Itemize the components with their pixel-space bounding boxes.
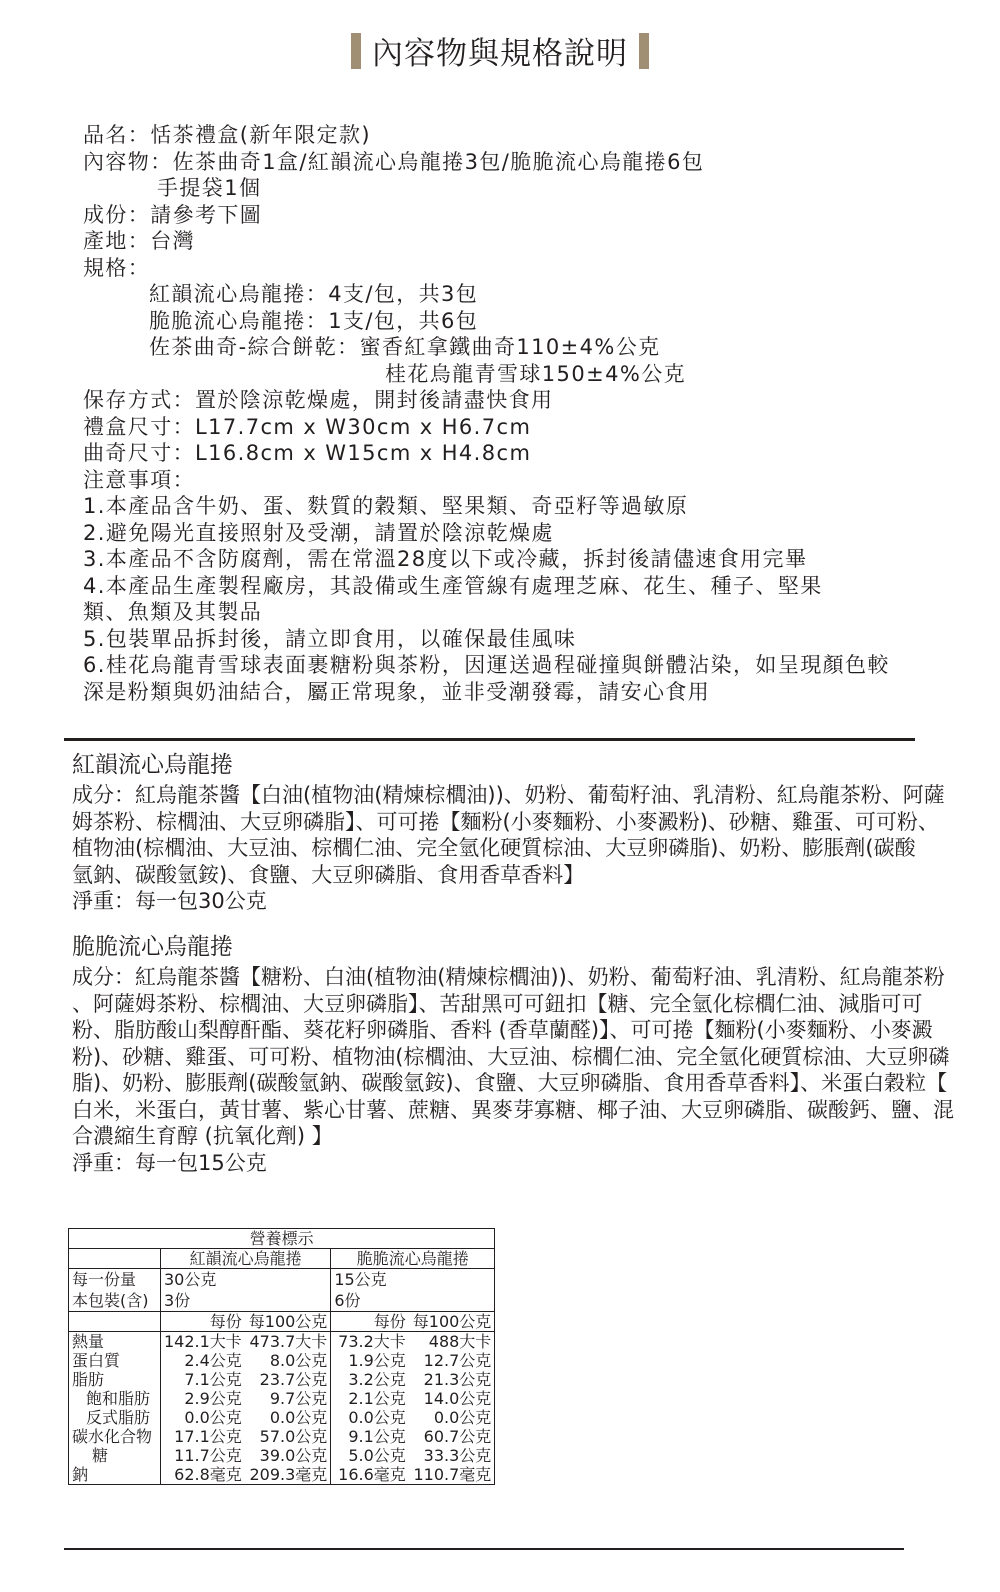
nutrient-value: 12.7公克 [409, 1351, 495, 1370]
nutrient-value: 14.0公克 [409, 1389, 495, 1408]
nutrient-value: 488大卡 [409, 1332, 495, 1352]
product1-line: 姆茶粉、棕櫚油、大豆卵磷脂】、可可捲【麵粉(小麥麵粉、小麥澱粉)、砂糖、雞蛋、可可粉、 [72, 809, 939, 834]
nutrient-value: 39.0公克 [245, 1446, 331, 1465]
per100-header-2: 每100公克 [409, 1312, 495, 1332]
nutrient-label: 飽和脂肪 [86, 1389, 151, 1408]
spec-line: 紅韻流心烏龍捲：4支/包，共3包 [149, 282, 479, 306]
spec-section [83, 122, 943, 705]
product1-line: 氫鈉、碳酸氫銨)、食鹽、大豆卵磷脂、食用香草香料】 [72, 862, 585, 887]
pack-value-1: 3份 [164, 1291, 191, 1310]
nutrient-label-cell [69, 1408, 161, 1427]
nutrient-value: 21.3公克 [409, 1370, 495, 1389]
nutrient-label-cell [69, 1351, 161, 1370]
spec-line: 5.包裝單品拆封後，請立即食用，以確保最佳風味 [83, 626, 577, 651]
spec-line: 3.本產品不含防腐劑，需在常溫28度以下或冷藏，拆封後請儘速食用完畢 [83, 547, 808, 571]
header-right-bar [639, 33, 649, 69]
spec-line: 保存方式：置於陰涼乾燥處，開封後請盡快食用 [83, 388, 554, 412]
nutrient-value: 7.1公克 [161, 1370, 245, 1389]
nutrient-label-cell [69, 1370, 161, 1389]
nutrient-value: 8.0公克 [245, 1351, 331, 1370]
nutrition-row [69, 1465, 495, 1485]
spec-line: 注意事項： [83, 467, 195, 492]
nutrition-row [69, 1408, 495, 1427]
nutrient-value: 0.0公克 [409, 1408, 495, 1427]
nutrition-row [69, 1370, 495, 1389]
nutrient-value: 23.7公克 [245, 1370, 331, 1389]
product1-section [72, 750, 945, 915]
product1-title: 紅韻流心烏龍捲 [72, 752, 233, 778]
spec-line: 成份：請參考下圖 [83, 202, 263, 227]
spec-line: 4.本產品生產製程廠房，其設備或生產管線有處理芝麻、花生、種子、堅果 [83, 573, 823, 598]
nutrient-label-cell [69, 1446, 161, 1465]
nutrient-value: 17.1公克 [161, 1427, 245, 1446]
product2-line: 粉、脂肪酸山梨醇酐酯、葵花籽卵磷脂、香料 (香草蘭醛)】、可可捲【麵粉(小麥麵粉、小麥澱 [72, 1018, 933, 1042]
spec-line: 桂花烏龍青雪球150±4%公克 [385, 361, 686, 386]
spec-line: 2.避免陽光直接照射及受潮，請置於陰涼乾燥處 [83, 520, 554, 545]
product2-line: 成分：紅烏龍茶醬【糖粉、白油(植物油(精煉棕櫚油))、奶粉、葡萄籽油、乳清粉、紅烏龍茶粉 [72, 965, 945, 989]
nutrition-table [68, 1228, 495, 1485]
spec-line: 內容物：佐茶曲奇1盒/紅韻流心烏龍捲3包/脆脆流心烏龍捲6包 [83, 149, 705, 174]
nutrient-label-cell [69, 1389, 161, 1408]
spec-line: 深是粉類與奶油結合，屬正常現象，並非受潮發霉，請安心食用 [83, 679, 711, 704]
pack-label: 本包裝(含) [72, 1291, 149, 1310]
nutrient-value: 2.9公克 [161, 1389, 245, 1408]
nutrient-value: 73.2大卡 [331, 1332, 409, 1352]
nutrient-value: 2.4公克 [161, 1351, 245, 1370]
nutrition-corner [69, 1249, 161, 1269]
nutrient-value: 473.7大卡 [245, 1332, 331, 1352]
per-serving-header-1: 每份 [161, 1312, 245, 1332]
nutrient-label: 脂肪 [72, 1370, 105, 1389]
spec-line: 規格： [83, 255, 151, 280]
spec-line: 脆脆流心烏龍捲：1支/包，共6包 [149, 308, 479, 333]
bottom-divider [64, 1548, 904, 1550]
serving-label: 每一份量 [72, 1270, 137, 1289]
product2-line: 白米，米蛋白，黃甘薯、紫心甘薯、蔗糖、異麥芽寡糖、椰子油、大豆卵磷脂、碳酸鈣、鹽、混 [72, 1097, 954, 1122]
per-serving-header-2: 每份 [331, 1312, 409, 1332]
nutrition-row [69, 1446, 495, 1465]
pack-value-2: 6份 [334, 1291, 361, 1310]
nutrient-label: 鈉 [72, 1465, 89, 1484]
nutrient-value: 1.9公克 [331, 1351, 409, 1370]
spec-line: 佐茶曲奇-綜合餅乾：蜜香紅拿鐵曲奇110±4%公克 [149, 335, 661, 359]
nutrient-value: 5.0公克 [331, 1446, 409, 1465]
nutrient-label: 熱量 [72, 1332, 105, 1351]
spec-line: 6.桂花烏龍青雪球表面裹糖粉與茶粉，因運送過程碰撞與餅體沾染，如呈現顏色較 [83, 653, 890, 677]
spec-line: 曲奇尺寸：L16.8cm x W15cm x H4.8cm [83, 441, 532, 465]
spec-line: 1.本產品含牛奶、蛋、麩質的穀類、堅果類、奇亞籽等過敏原 [83, 494, 689, 518]
nutrient-value: 60.7公克 [409, 1427, 495, 1446]
nutrient-value: 11.7公克 [161, 1446, 245, 1465]
serving-values-1 [161, 1269, 331, 1312]
spec-line: 類、魚類及其製品 [83, 600, 263, 624]
nutrient-label: 反式脂肪 [86, 1408, 151, 1427]
per100-header-1: 每100公克 [245, 1312, 331, 1332]
nutrient-value: 0.0公克 [331, 1408, 409, 1427]
product2-section [72, 932, 954, 1176]
nutrition-col2-header: 脆脆流心烏龍捲 [331, 1249, 495, 1269]
product1-line: 淨重：每一包30公克 [72, 889, 267, 913]
nutrition-row [69, 1427, 495, 1446]
product2-title: 脆脆流心烏龍捲 [72, 934, 233, 960]
spec-line: 產地：台灣 [83, 229, 195, 253]
nutrient-value: 16.6毫克 [331, 1465, 409, 1485]
nutrition-title: 營養標示 [69, 1229, 495, 1249]
nutrition-row [69, 1332, 495, 1352]
nutrient-value: 62.8毫克 [161, 1465, 245, 1485]
page-header [0, 28, 1000, 73]
nutrition-row [69, 1351, 495, 1370]
nutrient-value: 57.0公克 [245, 1427, 331, 1446]
nutrition-col1-header: 紅韻流心烏龍捲 [161, 1249, 331, 1269]
nutrient-label: 蛋白質 [72, 1351, 121, 1370]
serving-values-2 [331, 1269, 495, 1312]
spec-line: 品名：恬茶禮盒(新年限定款) [83, 123, 371, 147]
nutrient-value: 3.2公克 [331, 1370, 409, 1389]
product2-line: 、阿薩姆茶粉、棕櫚油、大豆卵磷脂】、苦甜黑可可鈕扣【糖、完全氫化棕櫚仁油、減脂可可 [72, 991, 923, 1016]
product1-line: 成分：紅烏龍茶醬【白油(植物油(精煉棕櫚油))、奶粉、葡萄籽油、乳清粉、紅烏龍茶粉、阿薩 [72, 783, 945, 807]
nutrient-label: 糖 [92, 1446, 109, 1465]
nutrient-value: 9.7公克 [245, 1389, 331, 1408]
serving-value-1: 30公克 [164, 1270, 217, 1289]
serving-value-2: 15公克 [334, 1270, 387, 1289]
page-title: 內容物與規格說明 [372, 36, 628, 72]
nutrient-label-cell [69, 1465, 161, 1485]
product2-line: 脂)、奶粉、膨脹劑(碳酸氫鈉、碳酸氫銨)、食鹽、大豆卵磷脂、食用香草香料】、米蛋白穀粒【 [72, 1071, 948, 1095]
product2-line: 合濃縮生育醇 (抗氧化劑) 】 [72, 1124, 333, 1148]
product1-line: 植物油(棕櫚油、大豆油、棕櫚仁油、完全氫化硬質棕油、大豆卵磷脂)、奶粉、膨脹劑(碳酸 [72, 836, 916, 860]
nutrient-value: 142.1大卡 [161, 1332, 245, 1352]
nutrition-row [69, 1389, 495, 1408]
nutrient-value: 9.1公克 [331, 1427, 409, 1446]
nutrient-label-cell [69, 1427, 161, 1446]
nutrient-value: 209.3毫克 [245, 1465, 331, 1485]
nutrient-value: 2.1公克 [331, 1389, 409, 1408]
header-left-bar [351, 33, 361, 69]
nutrient-label-cell [69, 1332, 161, 1352]
nutrient-label: 碳水化合物 [72, 1427, 153, 1446]
serving-labels [69, 1269, 161, 1312]
product2-line: 淨重：每一包15公克 [72, 1150, 267, 1175]
product2-line: 粉)、砂糖、雞蛋、可可粉、植物油(棕櫚油、大豆油、棕櫚仁油、完全氫化硬質棕油、大豆卵磷 [72, 1044, 950, 1069]
section-divider [64, 738, 915, 741]
per-header-blank [69, 1312, 161, 1332]
nutrient-value: 110.7毫克 [409, 1465, 495, 1485]
spec-line: 手提袋1個 [157, 176, 262, 200]
nutrient-value: 0.0公克 [245, 1408, 331, 1427]
nutrient-value: 33.3公克 [409, 1446, 495, 1465]
spec-line: 禮盒尺寸：L17.7cm x W30cm x H6.7cm [83, 414, 532, 439]
nutrient-value: 0.0公克 [161, 1408, 245, 1427]
